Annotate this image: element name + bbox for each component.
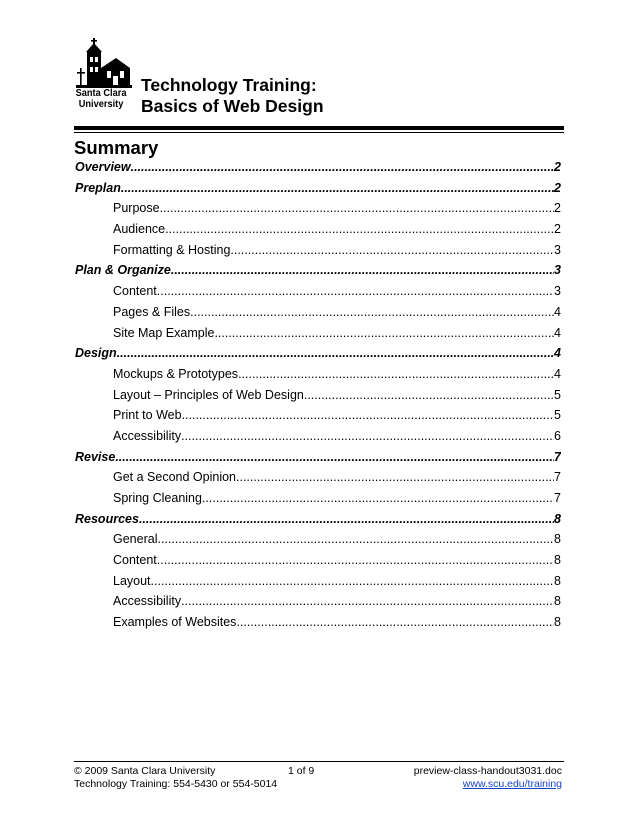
toc-entry-page: 5 <box>554 387 561 402</box>
toc-entry-label: Design <box>75 346 117 361</box>
toc-entry-page: 3 <box>554 284 561 299</box>
logo-text-line2: University <box>78 98 124 110</box>
toc-entry-page: 2 <box>554 160 561 174</box>
toc-dot-leader <box>171 263 554 277</box>
toc-entry[interactable] <box>75 263 561 284</box>
mission-church-icon <box>74 38 134 90</box>
toc-dot-leader <box>131 160 554 174</box>
toc-dot-leader <box>202 491 554 505</box>
toc-dot-leader <box>236 470 554 484</box>
toc-dot-leader <box>157 532 554 546</box>
toc-entry-label: Examples of Websites <box>113 615 237 630</box>
toc-entry[interactable] <box>75 388 561 409</box>
toc-entry-label: Layout – Principles of Web Design <box>113 387 304 402</box>
toc-entry-label: Pages & Files <box>113 304 191 319</box>
toc-dot-leader <box>236 615 554 629</box>
document-title <box>141 75 324 117</box>
footer-copyright: © 2009 Santa Clara University <box>74 765 216 777</box>
toc-entry[interactable] <box>75 450 561 471</box>
toc-entry-label: Resources <box>75 511 139 526</box>
toc-entry[interactable] <box>75 532 561 553</box>
toc-dot-leader <box>214 326 554 340</box>
toc-dot-leader <box>230 243 554 257</box>
toc-dot-leader <box>304 388 554 402</box>
toc-entry[interactable] <box>75 408 561 429</box>
toc-entry-page: 7 <box>554 449 561 464</box>
toc-entry[interactable] <box>75 284 561 305</box>
toc-entry[interactable] <box>75 594 561 615</box>
toc-entry-label: Spring Cleaning <box>113 491 202 505</box>
toc-entry-page: 7 <box>554 491 561 505</box>
toc-entry-label: Revise <box>75 449 116 464</box>
header-rule-thick <box>74 126 564 130</box>
toc-entry-label: General <box>113 532 158 547</box>
toc-dot-leader <box>160 201 554 215</box>
toc-entry-label: Layout <box>113 573 151 588</box>
table-of-contents <box>75 160 561 636</box>
toc-dot-leader <box>139 512 554 526</box>
toc-entry[interactable] <box>75 574 561 595</box>
toc-dot-leader <box>151 574 555 588</box>
toc-entry-label: Get a Second Opinion <box>113 470 236 485</box>
toc-entry-page: 4 <box>554 346 561 361</box>
footer-filename: preview-class-handout3031.doc <box>413 765 562 777</box>
toc-entry[interactable] <box>75 222 561 243</box>
toc-entry-page: 8 <box>554 532 561 547</box>
toc-entry-label: Preplan <box>75 180 121 195</box>
toc-entry-page: 8 <box>554 511 561 526</box>
toc-entry[interactable] <box>75 470 561 491</box>
toc-dot-leader <box>181 594 554 608</box>
toc-entry-label: Accessibility <box>113 594 182 609</box>
toc-entry-page: 6 <box>554 428 561 443</box>
toc-entry[interactable] <box>75 615 561 636</box>
title-line1: Technology Training: <box>141 75 317 95</box>
toc-entry[interactable] <box>75 429 561 450</box>
toc-dot-leader <box>165 222 554 236</box>
toc-entry-page: 8 <box>554 615 561 630</box>
toc-entry-label: Audience <box>113 222 166 237</box>
toc-entry-page: 5 <box>554 408 561 423</box>
footer-url-link[interactable]: www.scu.edu/training <box>462 777 562 790</box>
toc-entry-label: Formatting & Hosting <box>113 242 231 257</box>
logo-text-line1: Santa Clara <box>75 87 127 99</box>
toc-entry-page: 4 <box>554 325 561 340</box>
toc-entry[interactable] <box>75 491 561 512</box>
toc-entry-page: 2 <box>554 222 561 237</box>
toc-entry-page: 8 <box>554 594 561 609</box>
toc-entry-label: Content <box>113 284 157 299</box>
toc-entry-label: Purpose <box>113 201 160 216</box>
toc-dot-leader <box>190 305 554 319</box>
toc-dot-leader <box>157 553 554 567</box>
toc-entry[interactable] <box>75 553 561 574</box>
toc-dot-leader <box>115 450 554 464</box>
toc-entry[interactable] <box>75 305 561 326</box>
toc-entry-page: 2 <box>554 201 561 216</box>
toc-entry[interactable] <box>75 346 561 367</box>
toc-entry[interactable] <box>75 243 561 264</box>
toc-dot-leader <box>238 367 554 381</box>
toc-entry-page: 2 <box>554 180 561 195</box>
toc-entry-page: 4 <box>554 304 561 319</box>
toc-entry-label: Plan & Organize <box>75 263 171 278</box>
footer-page-number: 1 of 9 <box>288 765 315 777</box>
toc-entry[interactable] <box>75 326 561 347</box>
toc-entry[interactable] <box>75 181 561 202</box>
footer-rule <box>74 761 564 762</box>
logo-wordmark <box>72 88 130 110</box>
toc-entry[interactable] <box>75 160 561 181</box>
toc-entry-page: 4 <box>554 366 561 381</box>
footer-phone: Technology Training: 554-5430 or 554-5014 <box>74 777 278 790</box>
toc-dot-leader <box>117 346 554 360</box>
toc-dot-leader <box>121 181 554 195</box>
toc-dot-leader <box>157 284 554 298</box>
toc-entry-page: 3 <box>554 263 561 278</box>
toc-dot-leader <box>181 429 554 443</box>
toc-entry[interactable] <box>75 367 561 388</box>
toc-entry-label: Accessibility <box>113 428 182 443</box>
toc-entry-page: 3 <box>554 242 561 257</box>
toc-entry-page: 8 <box>554 573 561 588</box>
title-line2: Basics of Web Design <box>141 96 324 116</box>
toc-entry-label: Print to Web <box>113 408 182 423</box>
toc-entry[interactable] <box>75 201 561 222</box>
toc-entry-label: Overview <box>75 160 131 174</box>
header-rule-thin <box>74 132 564 133</box>
toc-entry-label: Mockups & Prototypes <box>113 366 239 381</box>
toc-entry-page: 8 <box>554 553 561 568</box>
toc-entry-label: Site Map Example <box>113 325 215 340</box>
toc-entry-page: 7 <box>554 470 561 485</box>
toc-entry-label: Content <box>113 553 157 568</box>
toc-dot-leader <box>182 408 554 422</box>
toc-entry[interactable] <box>75 512 561 533</box>
summary-heading: Summary <box>74 137 159 158</box>
